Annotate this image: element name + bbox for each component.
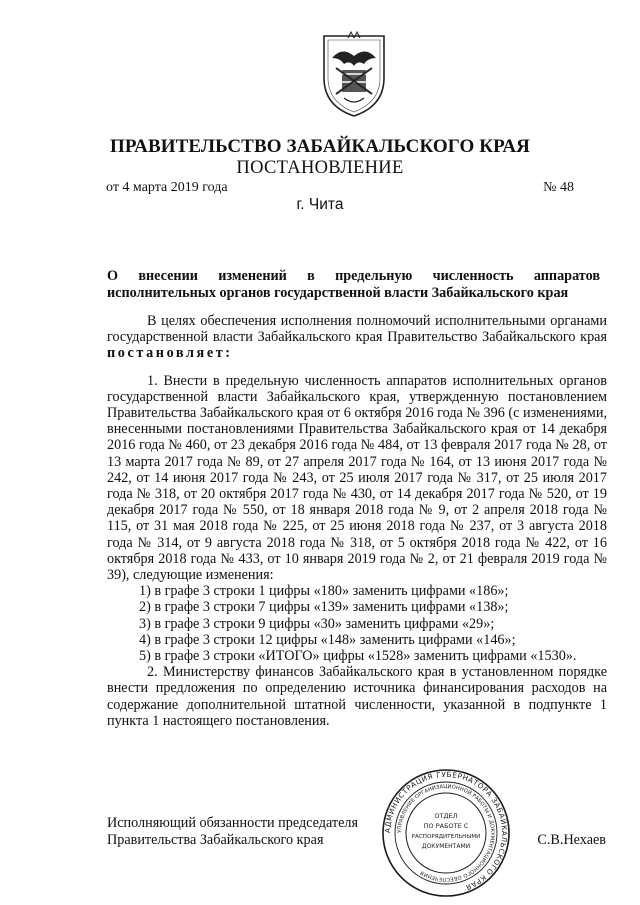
signer-position — [107, 815, 358, 849]
decree-word: постановляет: — [107, 345, 233, 362]
change-item: 4) в графе 3 строки 12 цифры «148» заменить цифрами «146»; — [139, 631, 516, 648]
stamp-outer-text: АДМИНИСТРАЦИЯ ГУБЕРНАТОРА ЗАБАЙКАЛЬСКОГО КРАЯ — [382, 769, 510, 893]
document-number: № 48 — [543, 180, 574, 195]
document-city: г. Чита — [296, 196, 344, 213]
official-stamp — [378, 768, 514, 898]
changes-list — [107, 583, 607, 664]
stamp-center-line: ПО РАБОТЕ С — [423, 822, 469, 830]
subject-line-1: О внесении изменений в предельную численность аппаратов — [107, 268, 600, 284]
preamble-text: В целях обеспечения исполнения полномочий исполнительными органами государственной власти Забайкальского края Правительство Забайкальского края — [107, 313, 607, 346]
government-title: ПРАВИТЕЛЬСТВО ЗАБАЙКАЛЬСКОГО КРАЯ — [109, 136, 530, 157]
document-date: от 4 марта 2019 года — [106, 180, 228, 195]
stamp-center-line: ДОКУМЕНТАМИ — [421, 843, 471, 850]
document-type: ПОСТАНОВЛЕНИЕ — [236, 158, 404, 178]
item-1-paragraph: 1. Внести в предельную численность аппаратов исполнительных органов государственной власти Забайкальского края, утвержденную постановлением Правительства Забайкальского края от 6 октября 2016 года № 396 (с изменениями, внесенными постановлениями Правительства Забайкальского края от 14 декабря 2016 года № 460, от 23 декабря 2016 года № 484, от 13 февраля 2017 года № 28, от 13 марта 2017 года № 89, от 27 апреля 2017 года № 164, от 13 июня 2017 года № 242, от 14 июня 2017 года № 243, от 25 июля 2017 года № 317, от 25 июля 2017 года № 318, от 20 октября 2017 года № 430, от 14 декабря 2017 года № 520, от 19 декабря 2017 года № 550, от 18 января 2018 года № 9, от 2 апреля 2018 года № 115, от 31 мая 2018 года № 225, от 25 июня 2018 года № 237, от 3 августа 2018 года № 314, от 9 августа 2018 года № 318, от 5 октября 2018 года № 422, от 16 октября 2018 года № 433, от 10 января 2019 года № 2, от 21 февраля 2019 года № 39), следующие изменения: — [107, 372, 607, 584]
subject-line-2: исполнительных органов государственной власти Забайкальского края — [107, 285, 569, 301]
change-item: 2) в графе 3 строки 7 цифры «139» заменить цифрами «138»; — [139, 599, 509, 616]
signer-position-line-2: Правительства Забайкальского края — [107, 832, 324, 848]
signer-name: С.В.Нехаев — [537, 832, 606, 848]
change-item: 5) в графе 3 строки «ИТОГО» цифры «1528» заменить цифрами «1530». — [139, 648, 577, 665]
change-item: 3) в графе 3 строки 9 цифры «30» заменить цифрами «29»; — [139, 615, 495, 632]
signer-position-line-1: Исполняющий обязанности председателя — [107, 815, 358, 831]
change-item: 1) в графе 3 строки 1 цифры «180» заменить цифрами «186»; — [139, 583, 509, 600]
stamp-center-line: РАСПОРЯДИТЕЛЬНЫМИ — [411, 834, 481, 840]
coat-of-arms-emblem — [318, 28, 390, 118]
document-subject — [107, 268, 600, 302]
item-2-paragraph: 2. Министерству финансов Забайкальского края в установленном порядке внести предложения по определению источника финансирования расходов на содержание дополнительной штатной численности, указанной в подпункте 1 пункта 1 настоящего постановления. — [107, 664, 607, 729]
svg-text:УПРАВЛЕНИЕ ОРГАНИЗАЦИОННОЙ РАБ — [397, 784, 495, 882]
stamp-inner-text: УПРАВЛЕНИЕ ОРГАНИЗАЦИОННОЙ РАБОТЫ И ДОКУМЕНТАЦИОННОГО ОБЕСПЕЧЕНИЯ — [396, 783, 496, 883]
document-body — [107, 313, 607, 729]
stamp-center-line: ОТДЕЛ — [434, 812, 458, 820]
preamble-paragraph — [107, 313, 607, 362]
